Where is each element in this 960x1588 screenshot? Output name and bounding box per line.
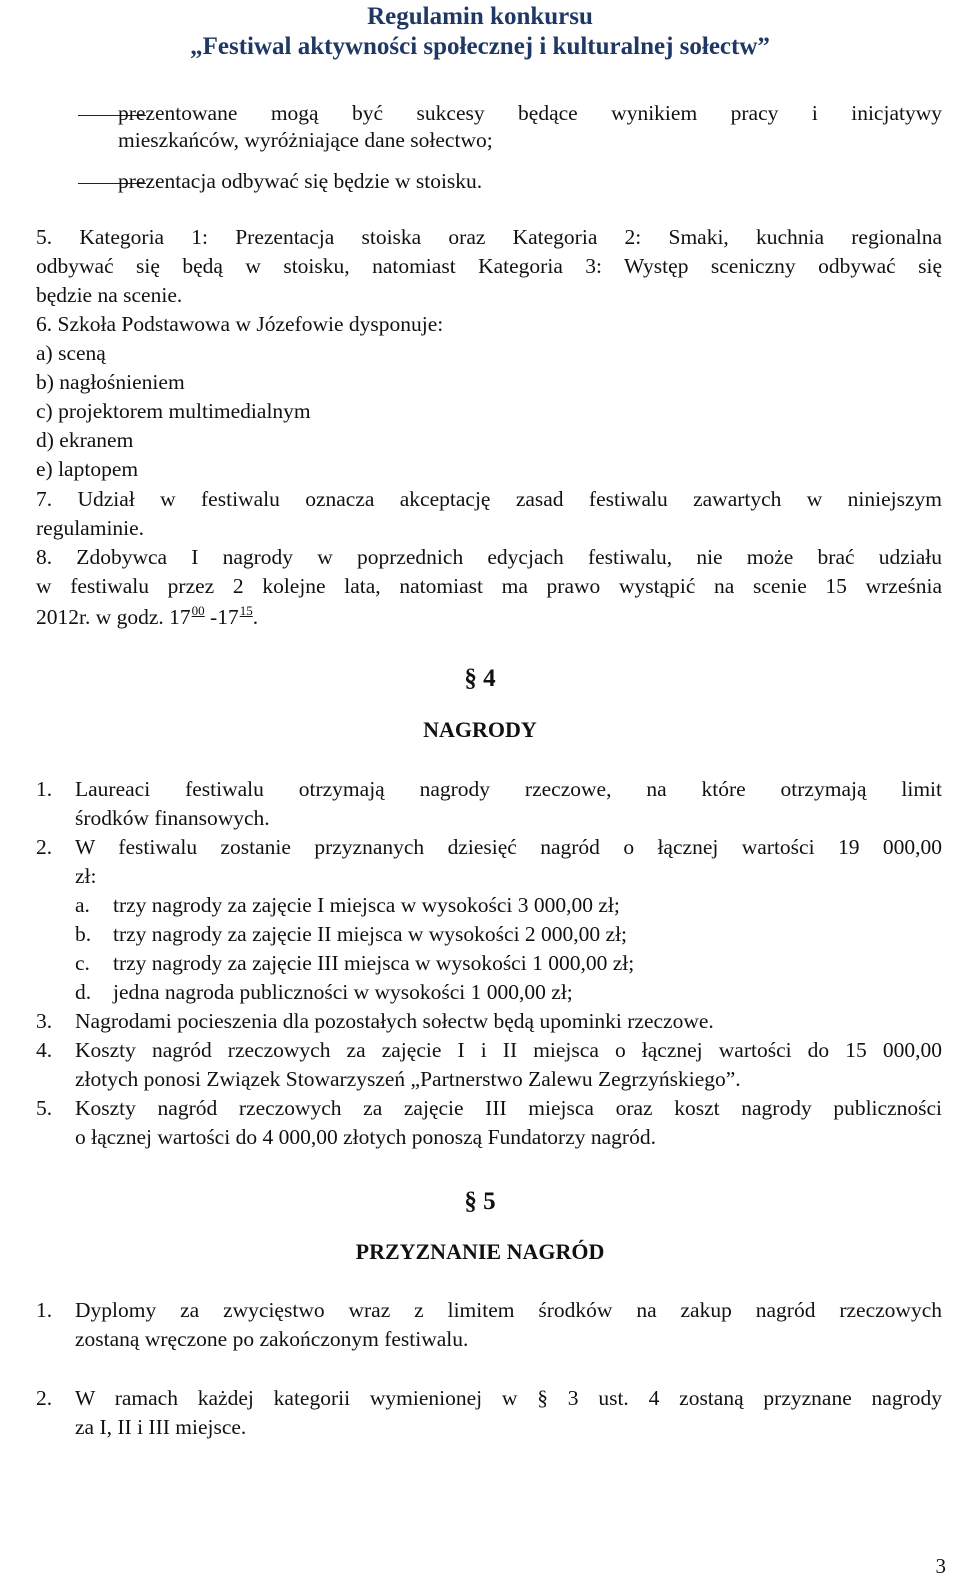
page-number: 3 [935, 1554, 946, 1578]
list-item: W festiwalu zostanie przyznanych dziesięć nagród o łącznej wartości 19 000,00 [75, 835, 942, 859]
rule-5: 5. Kategoria 1: Prezentacja stoiska oraz Kategoria 2: Smaki, kuchnia regionalna [36, 225, 942, 249]
list-item: W ramach każdej kategorii wymienionej w § 3 ust. 4 zostaną przyznane nagrody [75, 1386, 942, 1410]
list-number: 4. [36, 1038, 53, 1062]
section-heading: § 5 [464, 1188, 496, 1215]
equipment-item: e) laptopem [36, 457, 139, 481]
sub-list-letter: c. [75, 951, 90, 975]
list-item: Dyplomy za zwycięstwo wraz z limitem środków na zakup nagród rzeczowych [75, 1298, 942, 1322]
list-number: 2. [36, 835, 53, 859]
bullet-text: prezentacja odbywać się będzie w stoisku. [118, 169, 483, 193]
list-item-cont: środków finansowych. [75, 806, 270, 830]
equipment-item: d) ekranem [36, 428, 134, 452]
sub-list-item: trzy nagrody za zajęcie I miejsca w wysokości 3 000,00 zł; [113, 893, 620, 917]
rule-8: 8. Zdobywca I nagrody w poprzednich edycjach festiwalu, nie może brać udziału [36, 545, 942, 569]
equipment-item: a) sceną [36, 341, 106, 365]
section-title: NAGRODY [423, 717, 537, 742]
bullet-text: mieszkańców, wyróżniające dane sołectwo; [118, 128, 493, 152]
rule-8-cont: w festiwalu przez 2 kolejne lata, natomiast ma prawo wystąpić na scenie 15 września [36, 574, 942, 598]
equipment-item: c) projektorem multimedialnym [36, 399, 311, 423]
sub-list-item: trzy nagrody za zajęcie II miejsca w wysokości 2 000,00 zł; [113, 922, 628, 946]
section-heading: § 4 [464, 665, 496, 692]
rule-5-cont: będzie na scenie. [36, 283, 183, 307]
list-item: Koszty nagród rzeczowych za zajęcie I i II miejsca o łącznej wartości do 15 000,00 [75, 1038, 942, 1062]
list-item: Nagrodami pocieszenia dla pozostałych sołectw będą upominki rzeczowe. [75, 1009, 714, 1033]
document-title: Regulamin konkursu [367, 3, 593, 30]
sub-list-item: trzy nagrody za zajęcie III miejsca w wysokości 1 000,00 zł; [113, 951, 635, 975]
list-number: 5. [36, 1096, 53, 1120]
sub-list-letter: d. [75, 980, 92, 1004]
equipment-item: b) nagłośnieniem [36, 370, 185, 394]
bullet-text: prezentowane mogą być sukcesy będące wynikiem pracy i inicjatywy [118, 101, 942, 125]
sub-list-letter: b. [75, 922, 92, 946]
sub-list-item: jedna nagroda publiczności w wysokości 1 000,00 zł; [113, 980, 573, 1004]
list-item-cont: zł: [75, 864, 97, 888]
document-subtitle: „Festiwal aktywności społecznej i kulturalnej sołectw” [190, 33, 770, 60]
rule-5-cont: odbywać się będą w stoisku, natomiast Kategoria 3: Występ sceniczny odbywać się [36, 254, 942, 278]
list-item-cont: za I, II i III miejsce. [75, 1415, 247, 1439]
list-number: 1. [36, 777, 53, 801]
list-item: Laureaci festiwalu otrzymają nagrody rzeczowe, na które otrzymają limit [75, 777, 942, 801]
rule-7: 7. Udział w festiwalu oznacza akceptację zasad festiwalu zawartych w niniejszym [36, 487, 942, 511]
rule-7-cont: regulaminie. [36, 516, 145, 540]
rule-8-cont: 2012r. w godz. $17^{00}$ $-17^{15}$. [36, 603, 259, 629]
list-item-cont: o łącznej wartości do 4 000,00 złotych ponoszą Fundatorzy nagród. [75, 1125, 656, 1149]
list-item-cont: zostaną wręczone po zakończonym festiwalu. [75, 1327, 469, 1351]
list-item: Koszty nagród rzeczowych za zajęcie III miejsca oraz koszt nagrody publiczności [75, 1096, 942, 1120]
sub-list-letter: a. [75, 893, 90, 917]
list-number: 1. [36, 1298, 53, 1322]
list-number: 3. [36, 1009, 53, 1033]
list-number: 2. [36, 1386, 53, 1410]
section-title: PRZYZNANIE NAGRÓD [355, 1239, 605, 1264]
list-item-cont: złotych ponosi Związek Stowarzyszeń „Partnerstwo Zalewu Zegrzyńskiego”. [75, 1067, 741, 1091]
rule-6: 6. Szkoła Podstawowa w Józefowie dysponuje: [36, 312, 444, 336]
